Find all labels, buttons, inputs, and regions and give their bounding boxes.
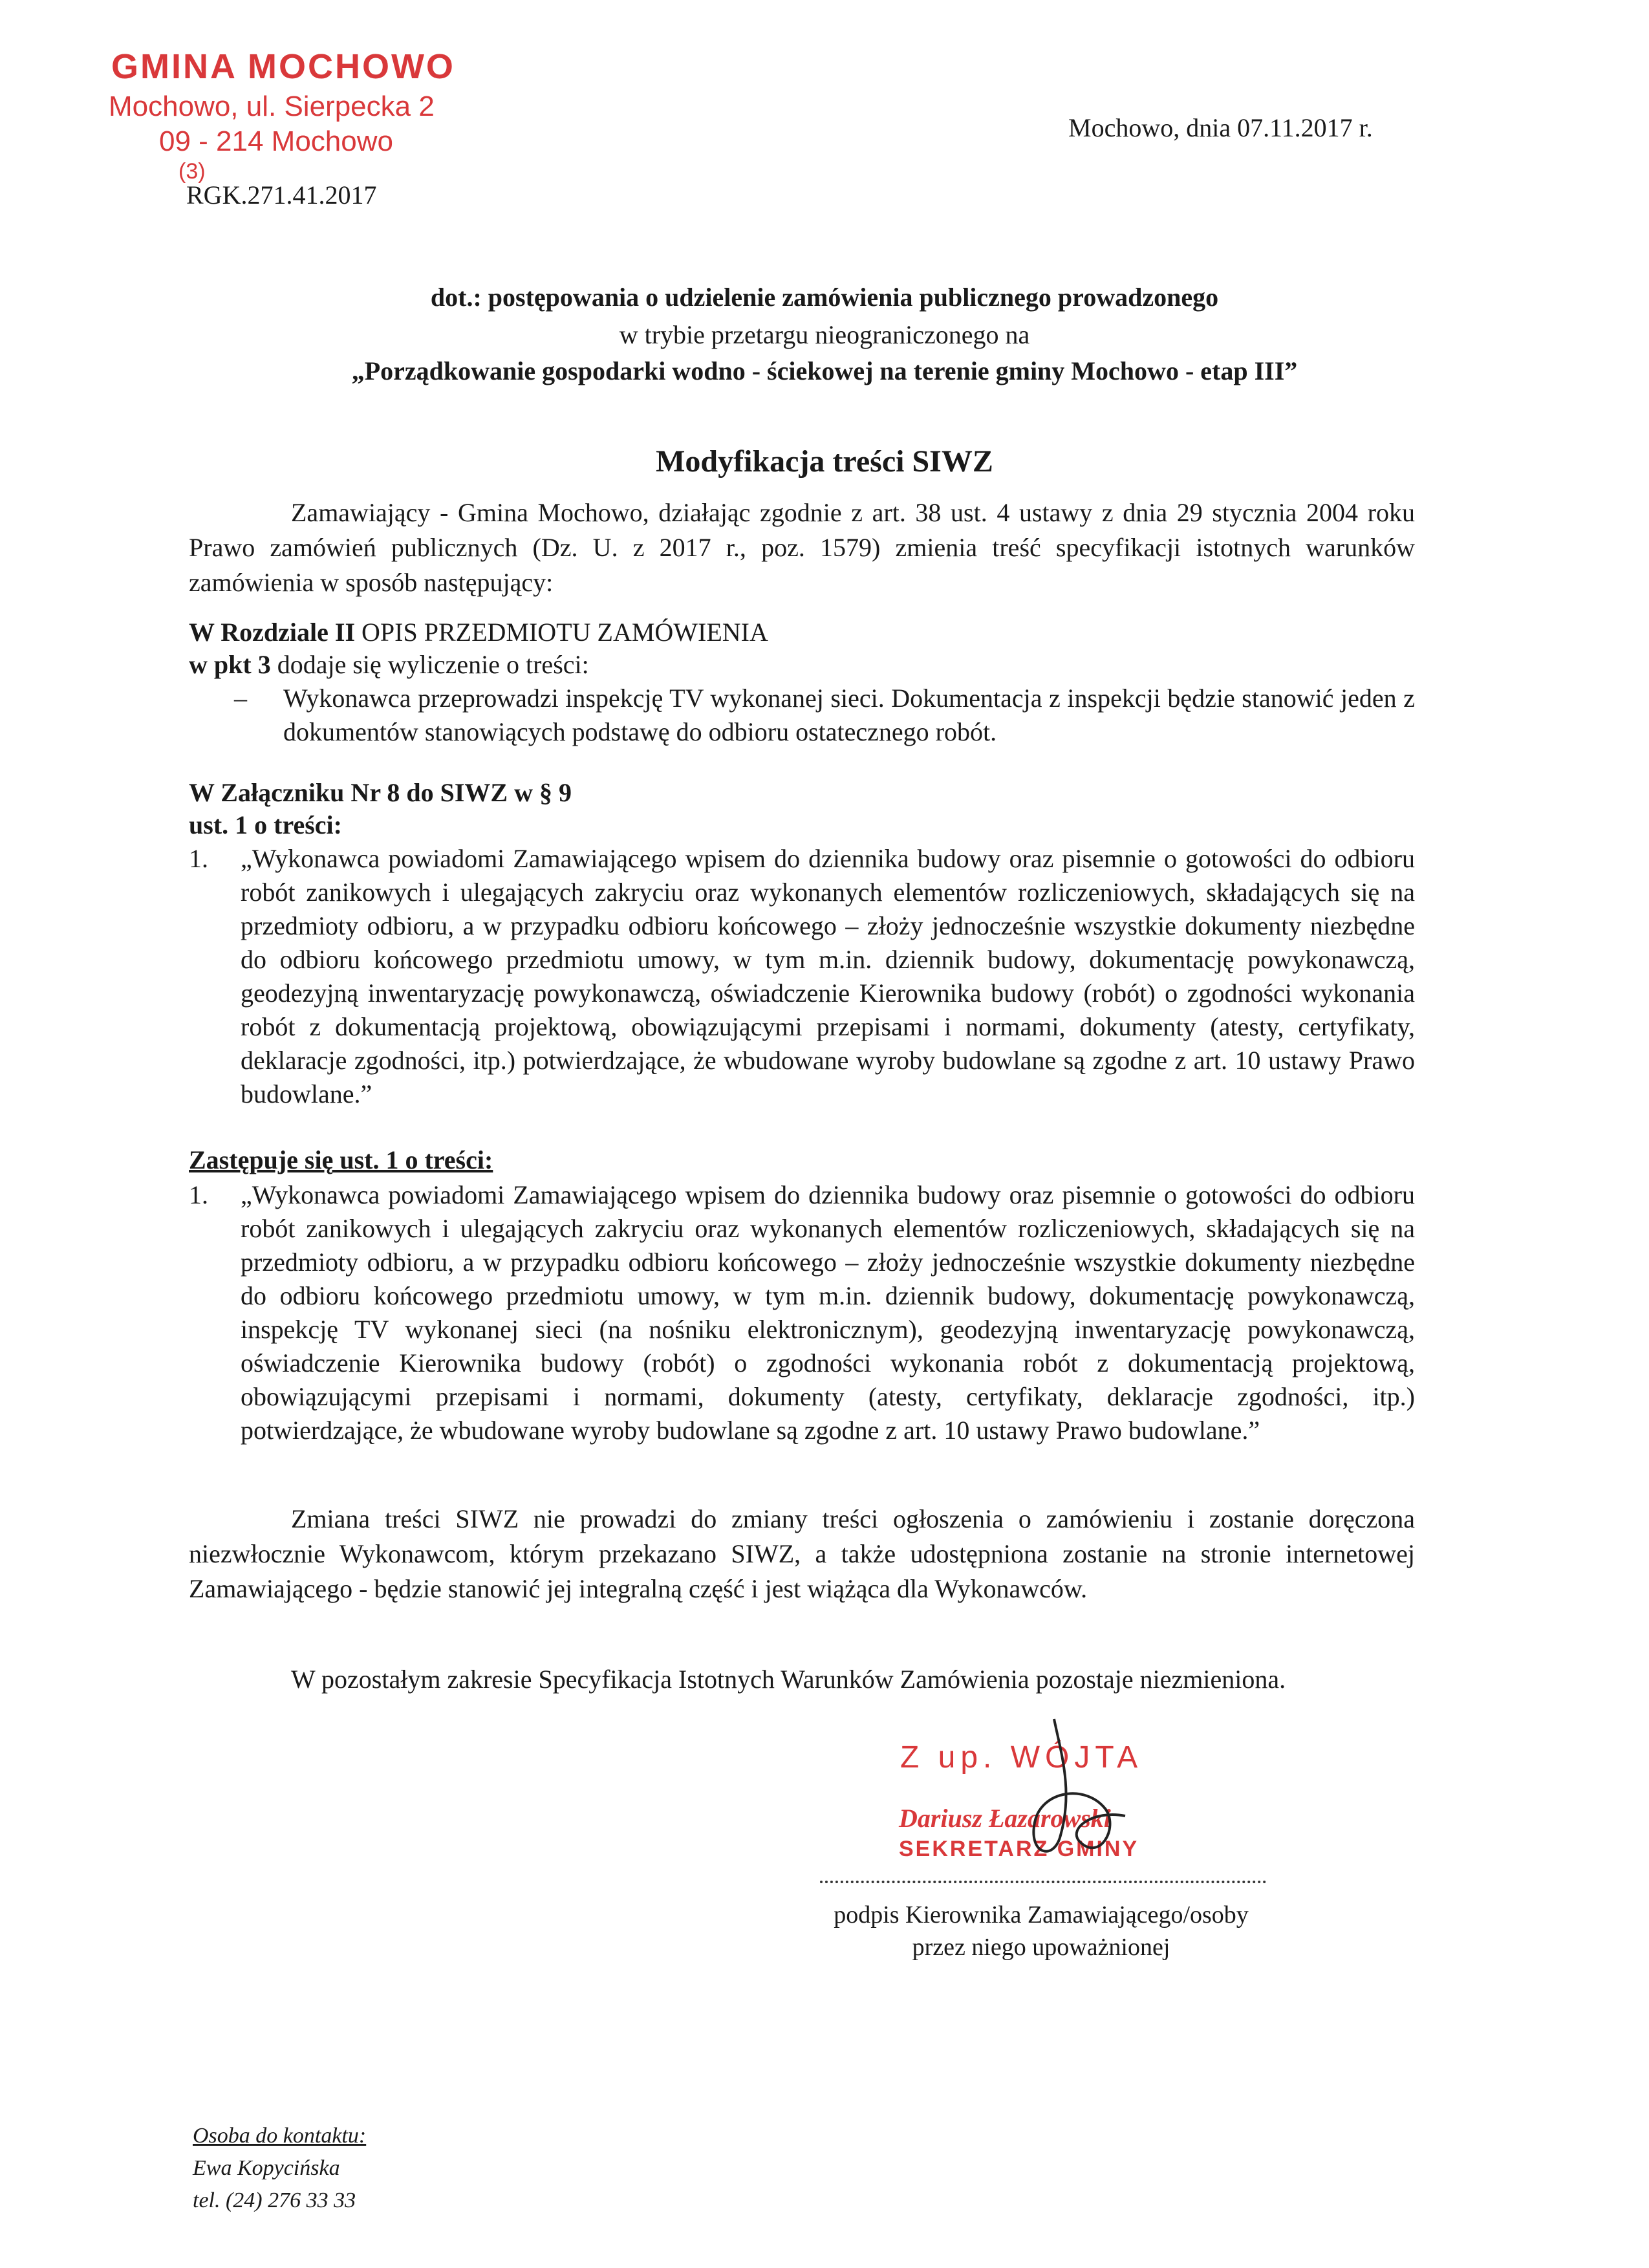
- section-1-heading: [189, 617, 768, 647]
- closing-paragraph-2: W pozostałym zakresie Specyfikacja Istotnych Warunków Zamówienia pozostaje niezmieniona.: [291, 1665, 1286, 1694]
- section-1-point-bold: w pkt 3: [189, 650, 271, 679]
- section-1-point-rest: dodaje się wyliczenie o treści:: [270, 650, 589, 679]
- document-title: Modyfikacja treści SIWZ: [656, 444, 993, 479]
- intro-paragraph: Zamawiający - Gmina Mochowo, działając zgodnie z art. 38 ust. 4 ustawy z dnia 29 stycznia 2004 roku Prawo zamówień publicznych (Dz. U. z 2017 r., poz. 1579) zmienia treść specyfikacji istotnych warunków zamówienia w sposób następujący:: [189, 498, 1415, 597]
- signature-dotted-line: [820, 1881, 1266, 1883]
- section-1-heading-rest: OPIS PRZEDMIOTU ZAMÓWIENIA: [355, 618, 768, 647]
- section-2-heading: W Załączniku Nr 8 do SIWZ w § 9: [189, 778, 572, 807]
- old-clause-number: 1.: [189, 844, 208, 873]
- stamp-street: Mochowo, ul. Sierpecka 2: [109, 91, 435, 122]
- document-date: Mochowo, dnia 07.11.2017 r.: [1068, 113, 1373, 142]
- stamp-name: GMINA MOCHOWO: [111, 47, 455, 86]
- signature-stamp-role: SEKRETARZ GMINY: [899, 1837, 1139, 1861]
- signature-caption-1: podpis Kierownika Zamawiającego/osoby: [834, 1901, 1249, 1928]
- subject-line-2: w trybie przetargu nieograniczonego na: [619, 320, 1030, 349]
- new-clause-number: 1.: [189, 1180, 208, 1209]
- contact-block: [193, 2120, 366, 2217]
- section-1-point: [189, 649, 589, 680]
- reference-number: RGK.271.41.2017: [186, 180, 377, 210]
- signature-stamp-title: Z up. WÓJTA: [900, 1740, 1143, 1775]
- new-clause: [189, 1178, 1415, 1447]
- contact-name: Ewa Kopycińska: [193, 2156, 340, 2180]
- subject-line-3: „Porządkowanie gospodarki wodno - ściekowej na terenie gminy Mochowo - etap III”: [351, 356, 1298, 385]
- stamp-city: 09 - 214 Mochowo: [159, 125, 393, 157]
- contact-phone: tel. (24) 276 33 33: [193, 2188, 356, 2212]
- subject-line-1: dot.: postępowania o udzielenie zamówienia publicznego prowadzonego: [430, 283, 1219, 312]
- old-clause-text: „Wykonawca powiadomi Zamawiającego wpisem do dziennika budowy oraz pisemnie o gotowości do odbioru robót zanikowych i ulegających zakryciu oraz wykonanych elementów rozliczeniowych, składających się na przedmioty odbioru, a w przypadku odbioru końcowego – złoży jednocześnie wszystkie dokumenty niezbędne do odbioru końcowego przedmiotu umowy, w tym m.in. dziennik budowy, dokumentację powykonawczą, geodezyjną inwentaryzację powykonawczą, oświadczenie Kierownika budowy (robót) o zgodności wykonania robót z dokumentacją projektową, obowiązującymi przepisami i normami, dokumenty (atesty, certyfikaty, deklaracje zgodności, itp.) potwierdzające, że wbudowane wyroby budowlane są zgodne z art. 10 ustawy Prawo budowlane.”: [241, 844, 1415, 1108]
- stamp-number: (3): [178, 159, 206, 184]
- section-1-dash-item: [189, 682, 1415, 749]
- replace-heading: Zastępuje się ust. 1 o treści:: [189, 1145, 493, 1174]
- section-2-ust: ust. 1 o treści:: [189, 810, 342, 839]
- section-1-item-text: Wykonawca przeprowadzi inspekcję TV wykonanej sieci. Dokumentacja z inspekcji będzie stanowić jeden z dokumentów stanowiących podstawę do odbioru ostatecznego robót.: [283, 684, 1415, 746]
- signature-stamp-name: Dariusz Łazarowski: [899, 1804, 1111, 1833]
- closing-paragraph-1: Zmiana treści SIWZ nie prowadzi do zmiany treści ogłoszenia o zamówieniu i zostanie doręczona niezwłocznie Wykonawcom, którym przekazano SIWZ, a także udostępniona zostanie na stronie internetowej Zamawiającego - będzie stanowić jej integralną część i jest wiążąca dla Wykonawców.: [189, 1504, 1415, 1603]
- dash-bullet: –: [234, 684, 247, 713]
- new-clause-text: „Wykonawca powiadomi Zamawiającego wpisem do dziennika budowy oraz pisemnie o gotowości do odbioru robót zanikowych i ulegających zakryciu oraz wykonanych elementów rozliczeniowych, składających się na przedmioty odbioru, a w przypadku odbioru końcowego – złoży jednocześnie wszystkie dokumenty niezbędne do odbioru końcowego przedmiotu umowy, w tym m.in. dziennik budowy, dokumentację powykonawczą, inspekcję TV wykonanej sieci (na nośniku elektronicznym), geodezyjną inwentaryzację powykonawczą, oświadczenie Kierownika budowy (robót) o zgodności wykonania robót z dokumentacją projektową, obowiązującymi przepisami i normami, dokumenty (atesty, certyfikaty, deklaracje zgodności, itp.) potwierdzające, że wbudowane wyroby budowlane są zgodne z art. 10 ustawy Prawo budowlane.”: [241, 1180, 1415, 1445]
- signature-caption-2: przez niego upoważnionej: [912, 1934, 1170, 1961]
- contact-label: Osoba do kontaktu:: [193, 2124, 367, 2148]
- handwritten-signature: [1015, 1712, 1138, 1881]
- old-clause: [189, 842, 1415, 1111]
- section-1-heading-bold: W Rozdziale II: [189, 618, 356, 647]
